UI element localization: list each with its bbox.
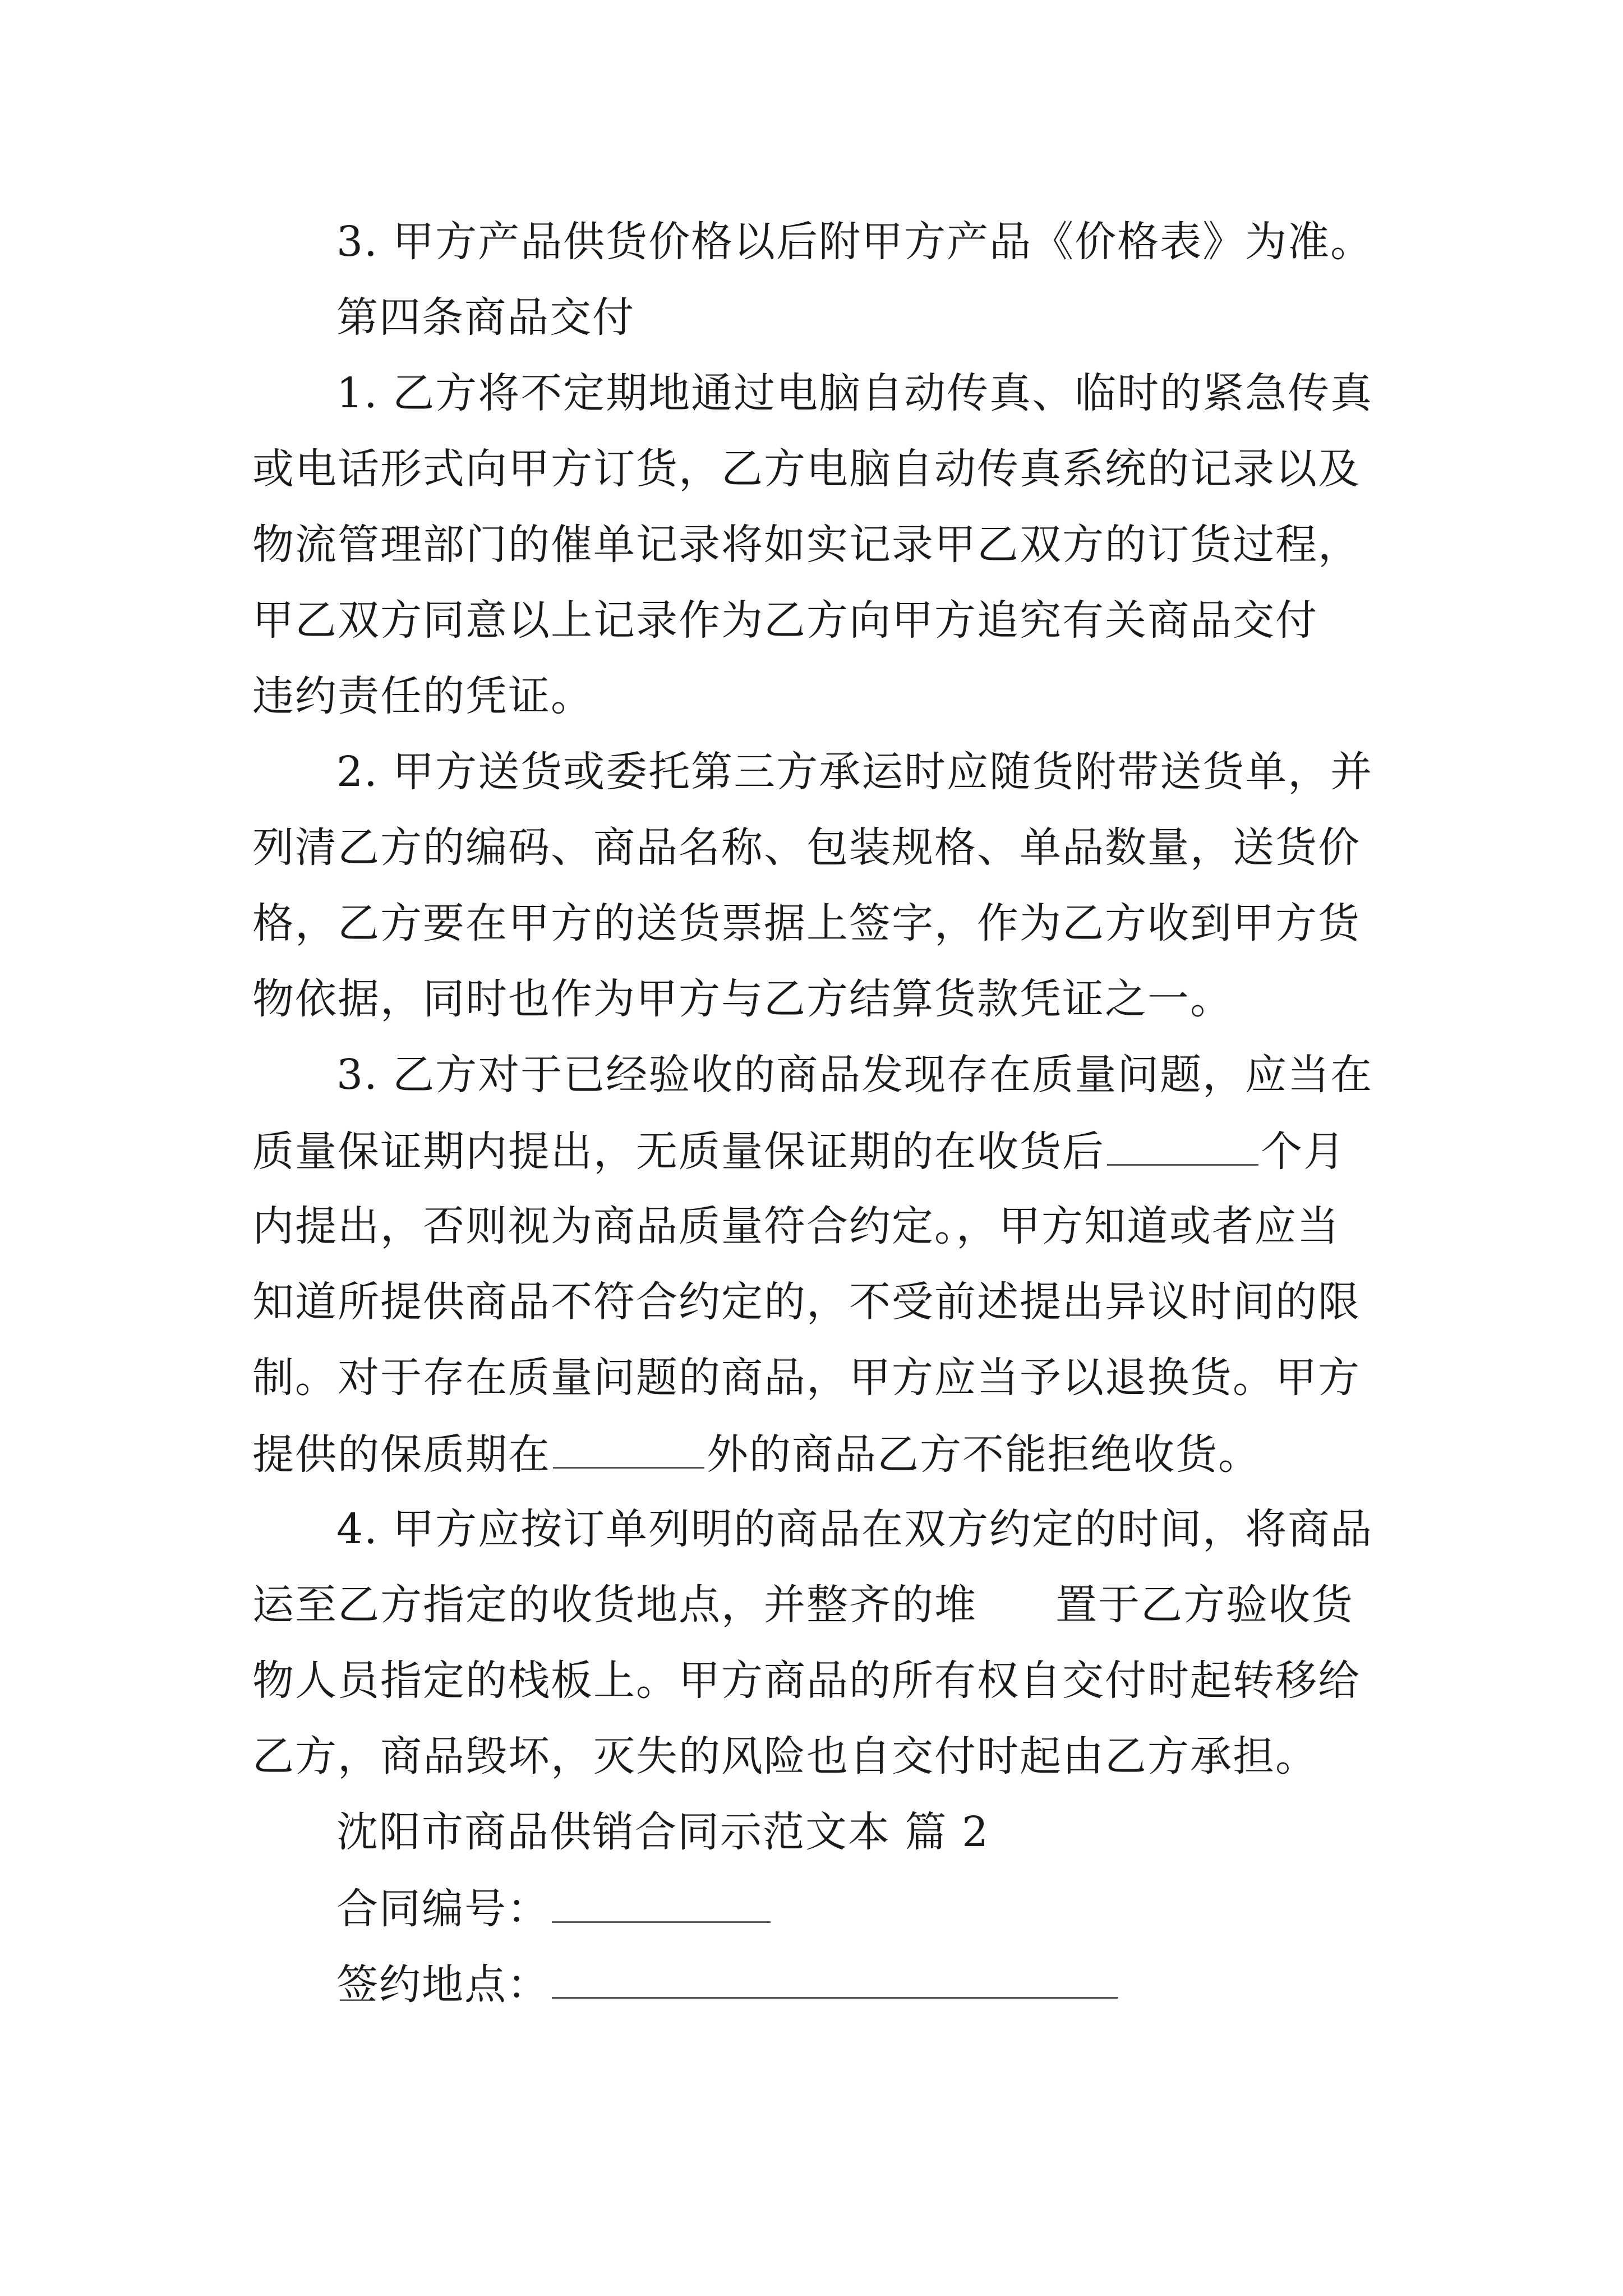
paragraph-line-with-blank <box>252 1125 1346 1177</box>
text-segment: 提供的保质期在 <box>252 1430 551 1479</box>
article-4-heading: 第四条商品交付 <box>336 293 635 342</box>
text-segment: 质量保证期内提出，无质量保证期的在收货后 <box>252 1128 1105 1176</box>
paragraph-line: 3. 乙方对于已经验收的商品发现存在质量问题，应当在 <box>336 1051 1373 1099</box>
paragraph-line-with-blank <box>252 1428 1261 1480</box>
contract-number-field[interactable] <box>552 1882 771 1923</box>
fill-in-blank[interactable] <box>553 1428 704 1469</box>
clause-3-price: 3. 甲方产品供货价格以后附甲方产品《价格表》为准。 <box>336 218 1373 266</box>
paragraph-line: 1. 乙方将不定期地通过电脑自动传真、临时的紧急传真 <box>336 369 1373 417</box>
contract-number-row <box>336 1882 773 1935</box>
paragraph-line: 甲乙双方同意以上记录作为乙方向甲方追究有关商品交付 <box>252 596 1318 645</box>
text-segment: 个月 <box>1261 1128 1346 1176</box>
paragraph-line: 物流管理部门的催单记录将如实记录甲乙双方的订货过程， <box>252 521 1361 569</box>
paragraph-line: 物依据，同时也作为甲方与乙方结算货款凭证之一。 <box>252 975 1233 1023</box>
paragraph-line: 内提出，否则视为商品质量符合约定。，甲方知道或者应当 <box>252 1202 1340 1250</box>
fill-in-blank[interactable] <box>1107 1125 1258 1166</box>
paragraph-line: 列清乙方的编码、商品名称、包装规格、单品数量，送货价 <box>252 823 1361 872</box>
signing-place-label: 签约地点： <box>336 1961 550 2009</box>
contract-number-label: 合同编号： <box>336 1885 550 1933</box>
paragraph-line: 格，乙方要在甲方的送货票据上签字，作为乙方收到甲方货 <box>252 899 1361 947</box>
signing-place-field[interactable] <box>552 1958 1118 1999</box>
paragraph-line: 4. 甲方应按订单列明的商品在双方约定的时间，将商品 <box>336 1505 1373 1553</box>
paragraph-line: 物人员指定的栈板上。甲方商品的所有权自交付时起转移给 <box>252 1657 1361 1705</box>
paragraph-line: 违约责任的凭证。 <box>252 672 593 720</box>
text-segment: 外的商品乙方不能拒绝收货。 <box>707 1430 1261 1479</box>
section-title: 沈阳市商品供销合同示范文本 篇 2 <box>336 1808 990 1856</box>
paragraph-line: 乙方，商品毁坏，灭失的风险也自交付时起由乙方承担。 <box>252 1732 1318 1780</box>
paragraph-line-with-gap <box>252 1579 1354 1631</box>
paragraph-line: 制。对于存在质量问题的商品，甲方应当予以退换货。甲方 <box>252 1354 1361 1402</box>
text-segment: 置于乙方验收货 <box>1055 1581 1354 1629</box>
paragraph-line: 2. 甲方送货或委托第三方承运时应随货附带送货单，并 <box>336 748 1373 796</box>
paragraph-line: 知道所提供商品不符合约定的，不受前述提出异议时间的限 <box>252 1278 1361 1326</box>
signing-place-row <box>336 1958 1121 2010</box>
text-segment: 运至乙方指定的收货地点，并整齐的堆 <box>252 1581 977 1629</box>
paragraph-line: 或电话形式向甲方订货，乙方电脑自动传真系统的记录以及 <box>252 445 1361 493</box>
